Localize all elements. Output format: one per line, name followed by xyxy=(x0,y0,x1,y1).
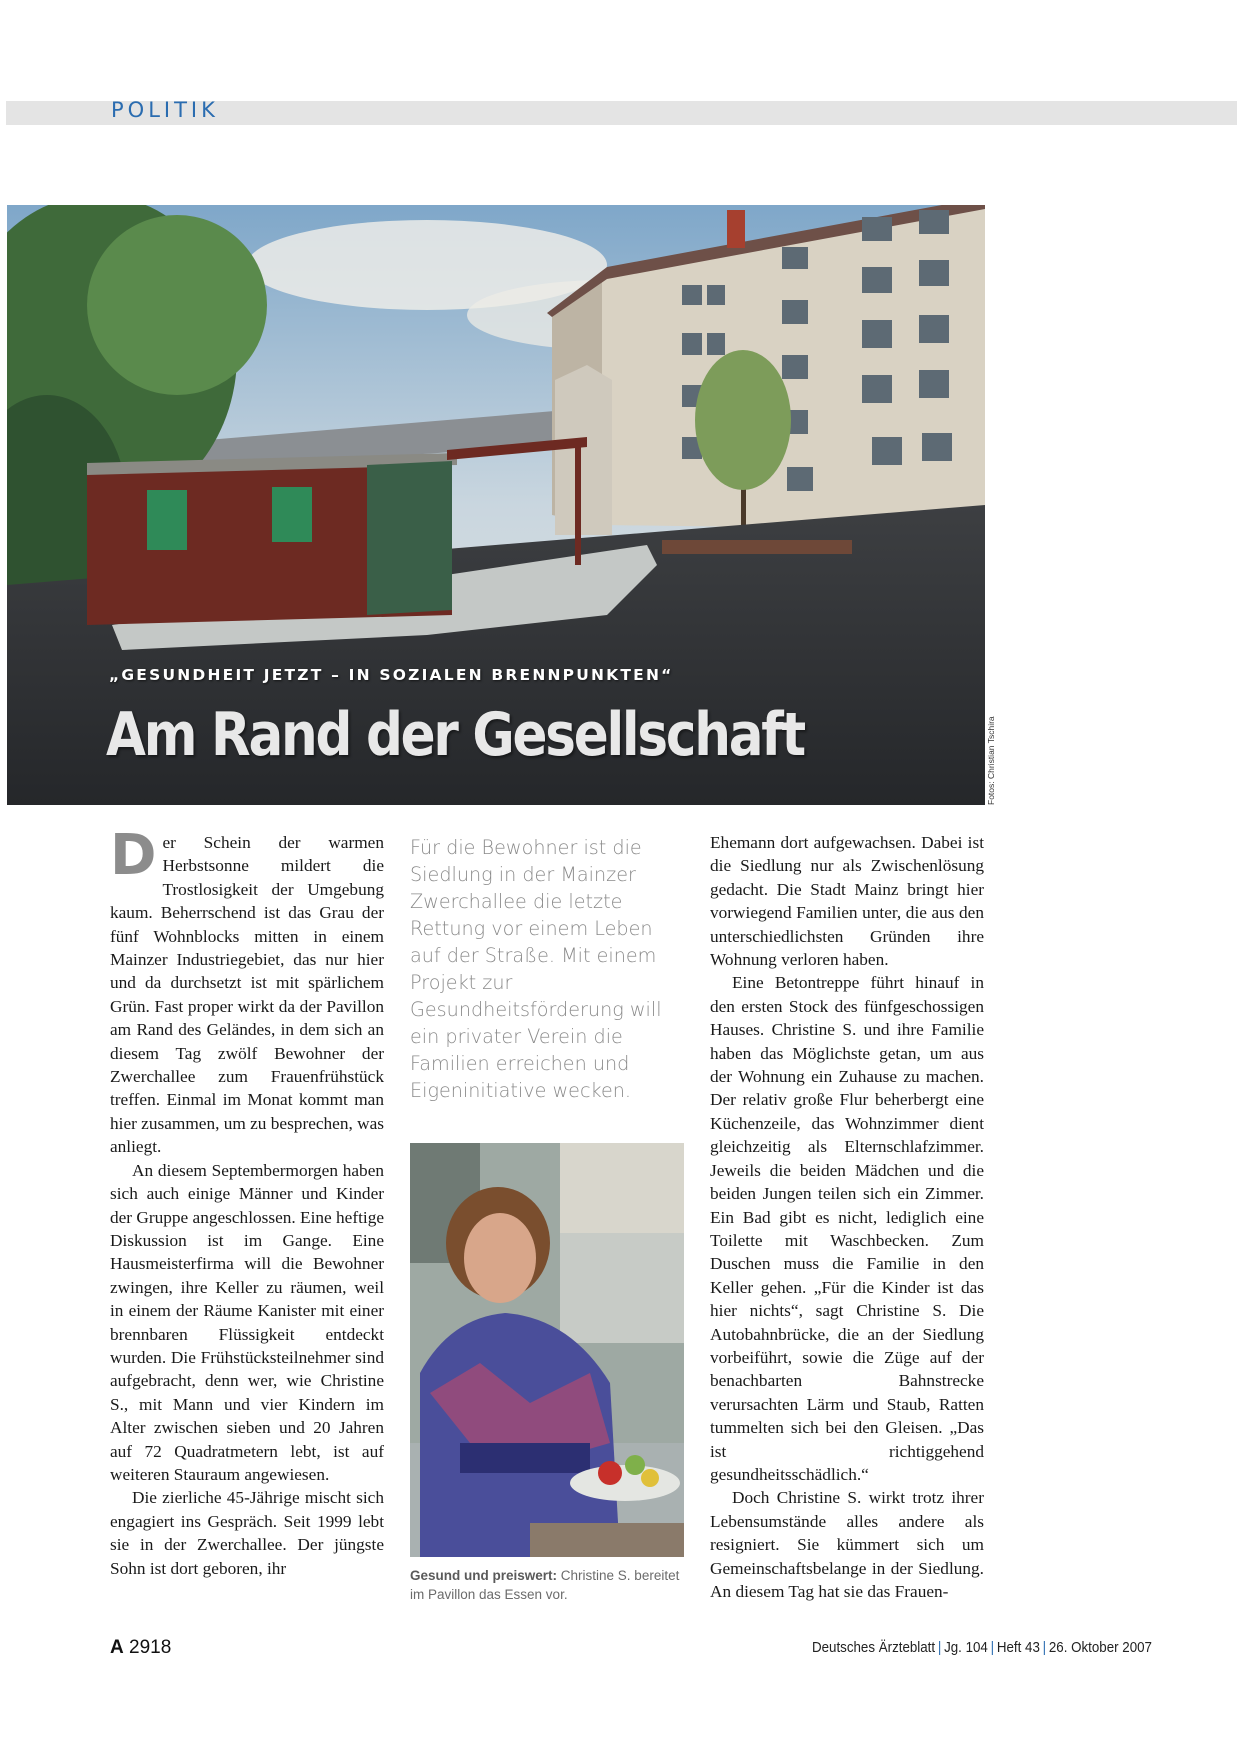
separator: | xyxy=(1042,1640,1047,1656)
paragraph: Doch Christine S. wirkt trotz ihrer Lebensumstände alles andere als resigniert. Sie kümmert sich um Gemeinschaftsbelange in der Siedlung. An diesem Tag hat sie das Frauen- xyxy=(710,1488,984,1601)
body-column-3 xyxy=(710,831,984,1603)
journal-name: Deutsches Ärzteblatt xyxy=(812,1640,936,1656)
lead-text: Für die Bewohner ist die Siedlung in der Mainzer Zwerchallee die letzte Rettung vor einem Leben auf der Straße. Mit einem Projekt zur Gesundheitsförderung will ein privater Verein die Familien erreichen und Eigeninitiative wecken. xyxy=(410,836,662,1102)
hero-kicker: „GESUNDHEIT JETZT – IN SOZIALEN BRENNPUNKTEN“ xyxy=(109,666,674,684)
paragraph: Ehemann dort aufgewachsen. Dabei ist die Siedlung nur als Zwischenlösung gedacht. Die Stadt Mainz bringt hier vorwiegend Familien unter, die aus den unterschiedlichsten Gründen ihre Wohnung verloren haben. xyxy=(710,833,984,970)
page-number: A 2918 xyxy=(110,1637,172,1658)
paragraph: An diesem Septembermorgen haben sich auch einige Männer und Kinder der Gruppe angeschlossen. Eine heftige Diskussion ist im Gange. Eine Hausmeisterfirma will die Bewohner zwingen, ihre Keller zu räumen, weil in einem der Räume Kanister mit einer brennbaren Flüssigkeit entdeckt wurden. Die Frühstücksteilnehmer sind aufgebracht, denn wer, wie Christine S., mit Mann und vier Kindern im Alter zwischen sieben und 20 Jahren auf 72 Quadratmetern lebt, ist auf weiteren Stauraum angewiesen. xyxy=(110,1160,385,1484)
photo-caption: Gesund und preiswert: Christine S. bereitet im Pavillon das Essen vor. xyxy=(410,1568,680,1602)
journal-issue: Heft 43 xyxy=(996,1640,1040,1656)
journal-footer xyxy=(812,1640,1152,1656)
separator: | xyxy=(937,1640,942,1656)
inset-photo xyxy=(410,1143,684,1557)
paragraph: Die zierliche 45-Jährige mischt sich engagiert ins Gespräch. Seit 1999 lebt sie in der Zwerchallee. Der jüngste Sohn ist dort geboren, ihr xyxy=(110,1488,384,1578)
separator: | xyxy=(990,1640,995,1656)
photo-credit: Fotos: Christian Tschira xyxy=(986,716,996,805)
article-headline: Am Rand der Gesellschaft xyxy=(106,700,804,770)
journal-volume: Jg. 104 xyxy=(944,1640,988,1656)
body-column-1 xyxy=(110,823,385,1580)
section-label: POLITIK xyxy=(111,98,219,122)
drop-cap: D xyxy=(110,823,157,888)
journal-date: 26. Oktober 2007 xyxy=(1048,1640,1152,1656)
woman-cooking-illustration xyxy=(410,1143,684,1557)
paragraph: Der Schein der warmen Herbstsonne mildert die Trostlosigkeit der Umgebung kaum. Beherrschend ist das Grau der fünf Wohnblocks mitten in einem Mainzer Industriegebiet, das nur hier und da durchsetzt ist mit spärlichem Grün. Fast proper wirkt da der Pavillon am Rand des Geländes, in dem sich an diesem Tag zwölf Bewohner der Zwerchallee zum Frauenfrühstück treffen. Einmal im Monat kommt man hier zusammen, um zu besprechen, was anliegt. xyxy=(110,823,385,1157)
paragraph: Eine Betontreppe führt hinauf in den ersten Stock des fünfgeschossigen Hauses. Christine S. und ihre Familie haben das Möglichste getan, um aus der Wohnung ein Zuhause zu machen. Der relativ große Flur beherbergt eine Küchenzeile, das Wohnzimmer dient gleichzeitig als Elternschlafzimmer. Jeweils die beiden Mädchen und die beiden Jungen teilen sich ein Zimmer. Ein Bad gibt es nicht, lediglich eine Toilette mit Waschbecken. Zum Duschen muss die Familie in den Keller gehen. „Für die Kinder ist das hier nichts“, sagt Christine S. Die Autobahnbrücke, die an der Siedlung vorbeiführt, sowie die Züge auf der benachbarten Bahnstrecke verursachten Lärm und Staub, Ratten tummelten sich bei den Gleisen. „Das ist richtiggehend gesundheitsschädlich.“ xyxy=(710,973,984,1484)
